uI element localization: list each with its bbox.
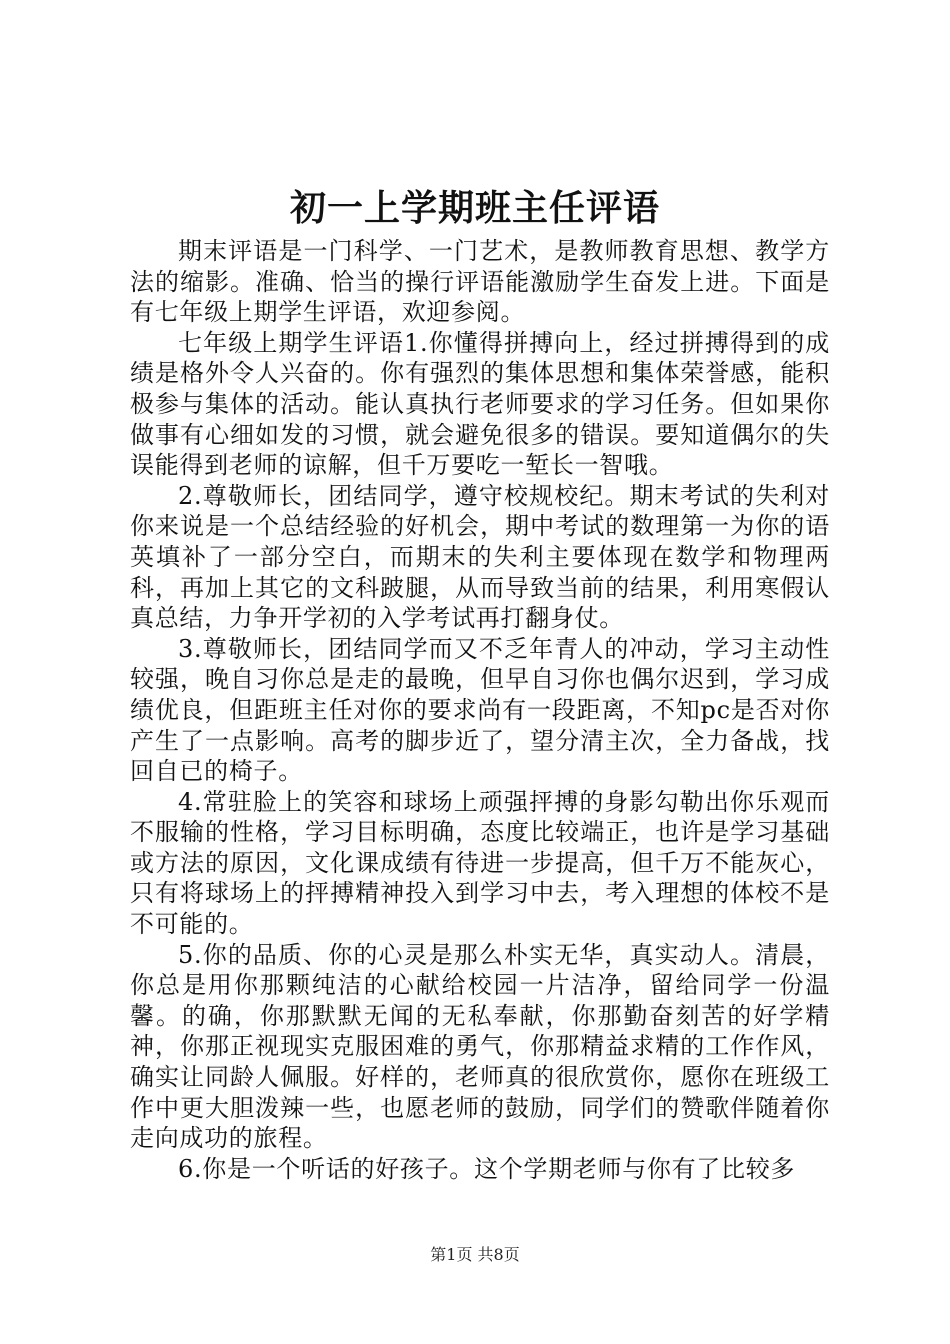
paragraph-intro: 期末评语是一门科学、一门艺术，是教师教育思想、教学方法的缩影。准确、恰当的操行评语能激励学生奋发上进。下面是有七年级上期学生评语，欢迎参阅。 bbox=[130, 237, 830, 327]
document-body bbox=[130, 236, 830, 1184]
paragraph-comment-5: 5.你的品质、你的心灵是那么朴实无华，真实动人。清晨，你总是用你那颗纯洁的心献给校园一片洁净，留给同学一份温馨。的确，你那默默无闻的无私奉献，你那勤奋刻苦的好学精神，你那正视现实克服困难的勇气，你那精益求精的工作作风，确实让同龄人佩服。好样的，老师真的很欣赏你，愿你在班级工作中更大胆泼辣一些，也愿老师的鼓励，同学们的赞歌伴随着你走向成功的旅程。 bbox=[130, 940, 830, 1153]
paragraph-comment-1: 七年级上期学生评语1.你懂得拼搏向上，经过拼搏得到的成绩是格外令人兴奋的。你有强烈的集体思想和集体荣誉感，能积极参与集体的活动。能认真执行老师要求的学习任务。但如果你做事有心细如发的习惯，就会避免很多的错误。要知道偶尔的失误能得到老师的谅解，但千万要吃一堑长一智哦。 bbox=[130, 328, 830, 480]
paragraph-comment-2: 2.尊敬师长，团结同学，遵守校规校纪。期末考试的失利对你来说是一个总结经验的好机会，期中考试的数理第一为你的语英填补了一部分空白，而期末的失利主要体现在数学和物理两科，再加上其它的文科跛腿，从而导致当前的结果，利用寒假认真总结，力争开学初的入学考试再打翻身仗。 bbox=[130, 481, 830, 633]
paragraph-comment-4: 4.常驻脸上的笑容和球场上顽强抨搏的身影勾勒出你乐观而不服输的性格，学习目标明确，态度比较端正，也许是学习基础或方法的原因，文化课成绩有待进一步提高，但千万不能灰心，只有将球场上的抨搏精神投入到学习中去，考入理想的体校不是不可能的。 bbox=[130, 787, 830, 939]
document-title: 初一上学期班主任评语 bbox=[289, 187, 660, 229]
paragraph-comment-3: 3.尊敬师长，团结同学而又不乏年青人的冲动，学习主动性较强，晚自习你总是走的最晚，但早自习你也偶尔迟到，学习成绩优良，但距班主任对你的要求尚有一段距离，不知pc是否对你产生了一点影响。高考的脚步近了，望分清主次，全力备战，找回自已的椅子。 bbox=[130, 634, 830, 786]
paragraph-comment-6: 6.你是一个听话的好孩子。这个学期老师与你有了比较多 bbox=[178, 1154, 796, 1183]
page-footer: 第1页 共8页 bbox=[430, 1245, 520, 1264]
